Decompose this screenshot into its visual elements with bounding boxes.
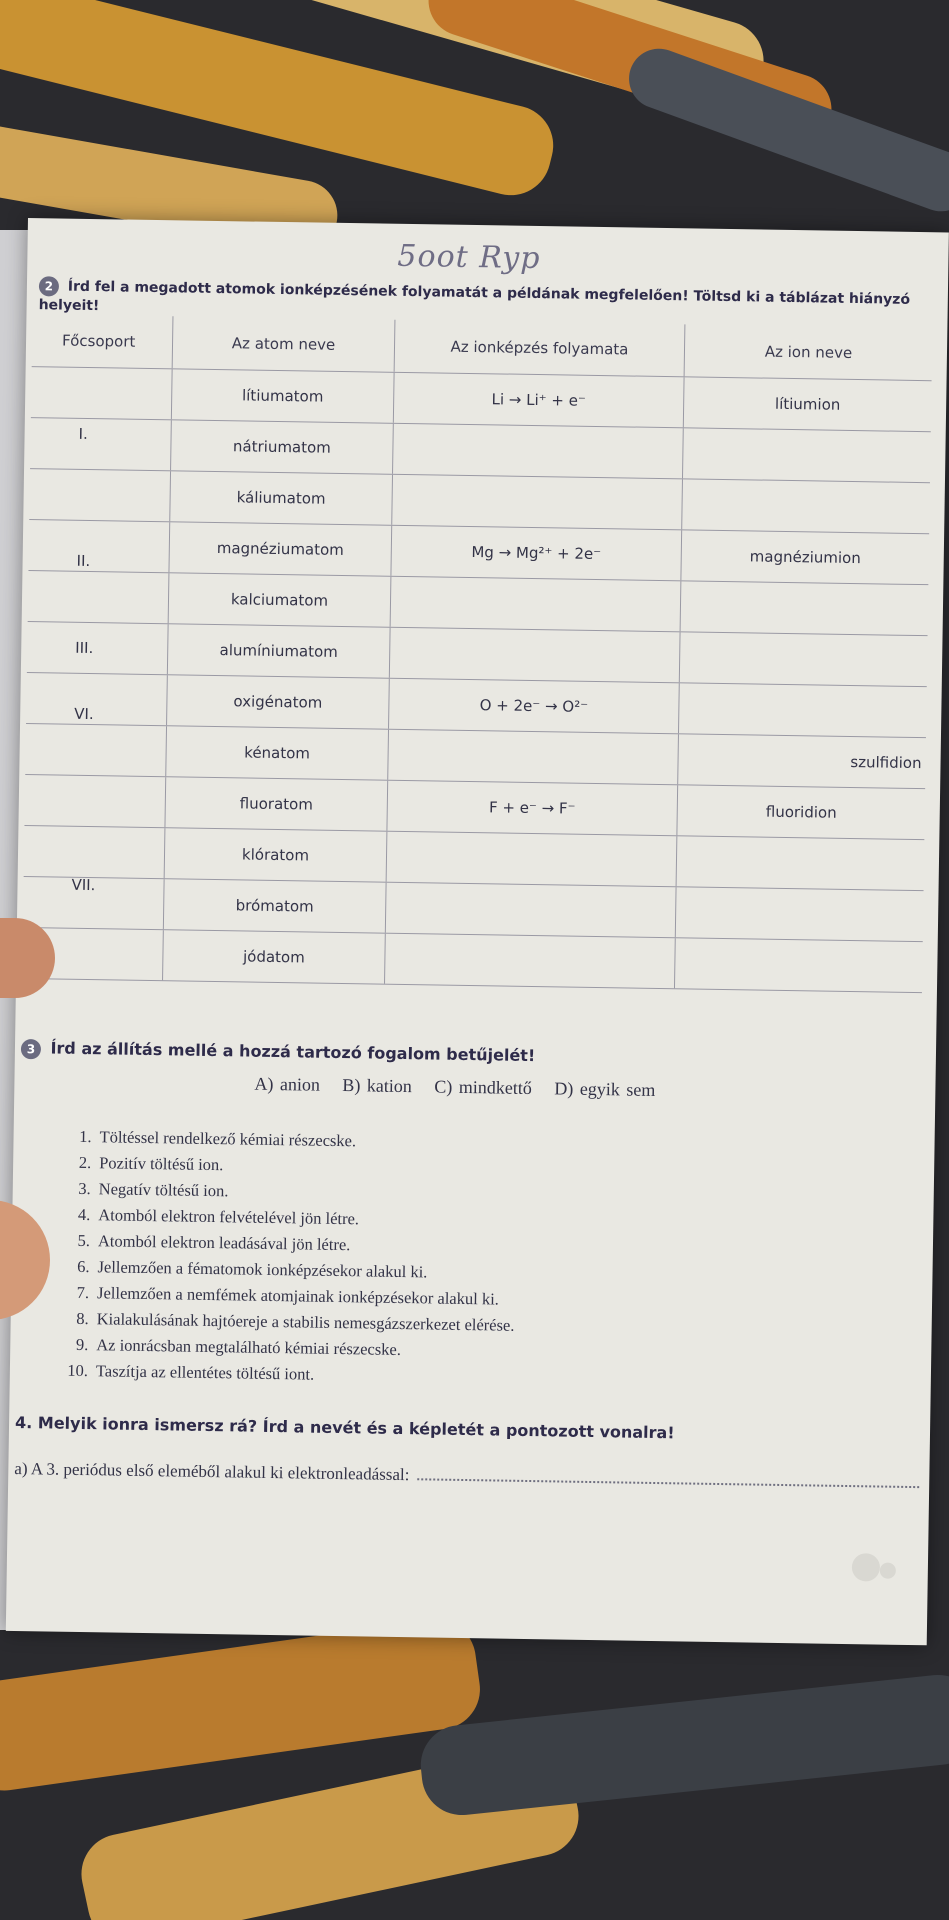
ion-name-cell[interactable] — [678, 683, 927, 737]
list-item: 7. Jellemzően a nemfémek atomjainak ionképzésekor alakul ki. — [76, 1282, 500, 1309]
list-item: 10. Taszítja az ellentétes töltésű iont. — [67, 1360, 315, 1384]
ion-name-cell[interactable] — [675, 887, 924, 941]
task-number-badge: 3 — [21, 1039, 41, 1059]
list-item: 3. Negatív töltésű ion. — [78, 1178, 229, 1201]
process-cell[interactable] — [384, 934, 675, 989]
ion-name-cell[interactable] — [682, 428, 931, 482]
handwritten-note: 5oot Ryp — [397, 238, 541, 277]
atom-name-cell: jódatom — [162, 930, 385, 983]
task-2-text: Írd fel a megadott atomok ionképzésének folyamatát a példának megfelelően! Töltsd ki a táblázat hiányzó helyeit! — [38, 278, 911, 315]
atom-name-cell: fluoratom — [164, 777, 387, 830]
header-main-group: Főcsoport — [61, 331, 136, 351]
ion-name-cell[interactable] — [676, 836, 925, 890]
process-cell[interactable]: Li → Li⁺ + e⁻ — [393, 373, 684, 428]
atom-name-cell: alumíniumatom — [167, 624, 390, 677]
header-atom-name: Az atom neve — [172, 316, 395, 371]
answer-dotted-line[interactable] — [417, 1464, 919, 1488]
process-cell[interactable] — [389, 628, 680, 683]
list-item: 5. Atomból elektron leadásával jön létre. — [77, 1230, 351, 1255]
task-4-instruction: 4. Melyik ionra ismersz rá? Írd a nevét és a képletét a pontozott vonalra! — [14, 1412, 675, 1443]
ion-name-cell[interactable]: magnéziumion — [680, 530, 929, 584]
task-3-text: Írd az állítás mellé a hozzá tartozó fogalom betűjelét! — [50, 1038, 536, 1066]
statement-list — [60, 1124, 518, 1391]
atom-name-cell: kalciumatom — [168, 573, 391, 626]
list-item: 8. Kialakulásának hajtóereje a stabilis nemesgázszerkezet elérése. — [76, 1308, 515, 1335]
process-cell[interactable] — [392, 424, 683, 479]
ion-name-cell[interactable]: lítiumion — [683, 377, 932, 431]
task-number-badge: 2 — [39, 276, 59, 296]
list-item: 4. Atomból elektron felvételével jön létre. — [77, 1204, 360, 1229]
ion-name-cell[interactable] — [674, 938, 923, 992]
choice-both: C) mindkettő — [434, 1076, 533, 1099]
atom-name-cell: oxigénatom — [166, 675, 389, 728]
group-label-III: III. — [75, 638, 94, 658]
ion-name-cell[interactable]: szulfidion — [677, 734, 926, 788]
answer-choices — [254, 1074, 671, 1102]
atom-name-cell: nátriumatom — [170, 420, 393, 473]
process-cell[interactable] — [385, 883, 676, 938]
ion-name-cell[interactable] — [680, 581, 929, 635]
worksheet-page — [6, 218, 949, 1645]
group-label-VII: VII. — [71, 875, 96, 895]
process-cell[interactable] — [390, 577, 681, 632]
list-item: 1. Töltéssel rendelkező kémiai részecske. — [79, 1126, 357, 1151]
process-cell[interactable]: O + 2e⁻ → O²⁻ — [388, 679, 679, 734]
process-cell[interactable] — [387, 730, 678, 785]
group-label-II: II. — [76, 551, 91, 571]
list-item: 9. Az ionrácsban megtalálható kémiai részecske. — [75, 1334, 402, 1359]
list-item: 6. Jellemzően a fématomok ionképzésekor alakul ki. — [77, 1256, 428, 1282]
atom-name-cell: lítiumatom — [171, 369, 394, 422]
process-cell[interactable]: F + e⁻ → F⁻ — [386, 781, 677, 836]
process-cell[interactable] — [391, 475, 682, 530]
ion-name-cell[interactable] — [681, 479, 930, 533]
publisher-logo-icon — [850, 1550, 899, 1585]
ion-formation-table — [22, 314, 932, 993]
header-ion-name: Az ion neve — [684, 324, 933, 380]
atom-name-cell: magnéziumatom — [168, 522, 391, 575]
choice-kation: B) kation — [342, 1075, 413, 1097]
list-item: 2. Pozitív töltésű ion. — [78, 1152, 224, 1175]
atom-name-cell: brómatom — [163, 879, 386, 932]
ion-name-cell[interactable] — [679, 632, 928, 686]
task-4a-text: a) A 3. periódus első eleméből alakul ki elektronleadással: — [14, 1458, 410, 1485]
task-4a-line — [14, 1458, 919, 1493]
task-3-instruction — [21, 1038, 536, 1067]
process-cell[interactable]: Mg → Mg²⁺ + 2e⁻ — [390, 526, 681, 581]
choice-anion: A) anion — [254, 1073, 321, 1095]
atom-name-cell: káliumatom — [169, 471, 392, 524]
group-label-I: I. — [78, 424, 88, 443]
atom-name-cell: klóratom — [164, 828, 387, 881]
process-cell[interactable] — [386, 832, 677, 887]
atom-name-cell: kénatom — [165, 726, 388, 779]
choice-neither: D) egyik sem — [554, 1078, 656, 1100]
group-label-VI: VI. — [74, 704, 94, 724]
header-ion-process: Az ionképzés folyamata — [394, 320, 685, 377]
ion-name-cell[interactable]: fluoridion — [676, 785, 925, 839]
